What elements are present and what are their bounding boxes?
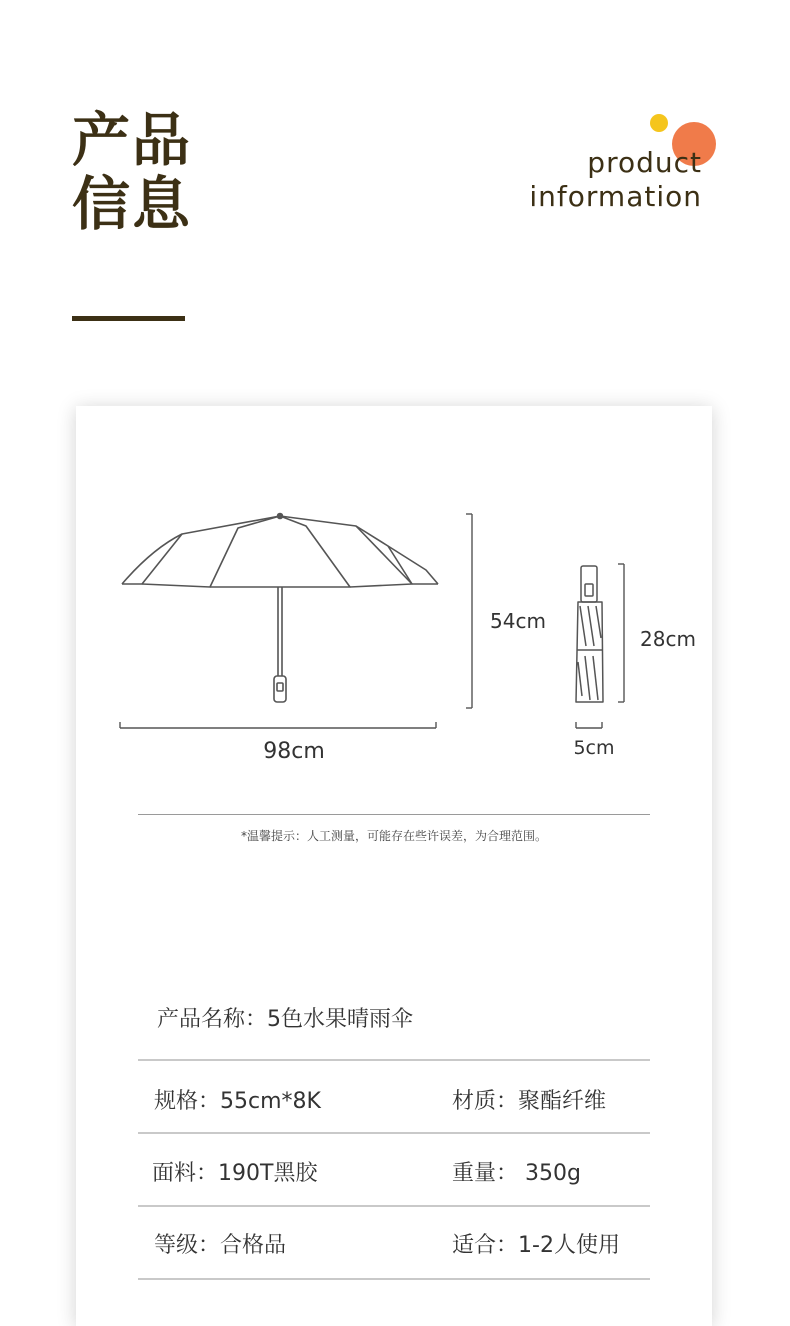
spec-size-value: 55cm*8K <box>220 1089 321 1114</box>
open-height-dimension-line <box>466 514 472 708</box>
spec-fabric-key: 面料： <box>152 1161 219 1186</box>
spec-divider <box>138 1278 650 1280</box>
spec-weight-key: 重量： <box>452 1161 519 1186</box>
spec-weight <box>452 1156 581 1187</box>
yellow-dot-decoration <box>650 114 668 132</box>
umbrella-dimension-diagram <box>76 406 712 806</box>
title-cn-line-2: 信息 <box>72 170 193 238</box>
folded-umbrella-icon <box>576 566 603 702</box>
open-width-label: 98cm <box>263 739 325 764</box>
product-name: 产品名称：5色水果晴雨伞 <box>157 1007 413 1032</box>
spec-fabric-value: 190T黑胶 <box>218 1161 318 1186</box>
spec-fabric <box>152 1156 317 1187</box>
title-en-line-1: product <box>587 146 702 179</box>
spec-grade-value: 合格品 <box>220 1233 287 1258</box>
title-underline <box>72 316 185 321</box>
spec-size <box>154 1084 321 1115</box>
spec-suitable <box>452 1228 620 1259</box>
open-umbrella-icon <box>122 514 438 703</box>
title-en-line-2: information <box>529 180 702 213</box>
open-height-label: 54cm <box>490 609 546 633</box>
spec-divider <box>138 1059 650 1061</box>
page-title-cn <box>72 108 192 236</box>
folded-height-dimension-line <box>618 564 624 702</box>
spec-material-value: 聚酯纤维 <box>518 1089 607 1114</box>
spec-divider <box>138 1205 650 1207</box>
spec-material <box>452 1084 606 1115</box>
open-width-dimension-line <box>120 722 436 728</box>
info-card <box>76 406 712 1326</box>
spec-divider <box>138 1132 650 1134</box>
title-cn-line-1: 产品 <box>72 106 193 174</box>
folded-width-label: 5cm <box>573 737 615 759</box>
spec-size-key: 规格： <box>154 1089 221 1114</box>
folded-width-dimension-line <box>576 722 602 728</box>
folded-height-label: 28cm <box>640 627 696 651</box>
spec-suitable-key: 适合： <box>452 1233 519 1258</box>
spec-suitable-value: 1-2人使用 <box>518 1233 620 1258</box>
spec-weight-value: 350g <box>518 1161 581 1186</box>
spec-grade <box>154 1228 286 1259</box>
page-title-en <box>529 146 702 214</box>
spec-grade-key: 等级： <box>154 1233 221 1258</box>
spec-material-key: 材质： <box>452 1089 519 1114</box>
note-divider <box>138 814 650 815</box>
measurement-note: *温馨提示：人工测量，可能存在些许误差，为合理范围。 <box>240 829 547 843</box>
